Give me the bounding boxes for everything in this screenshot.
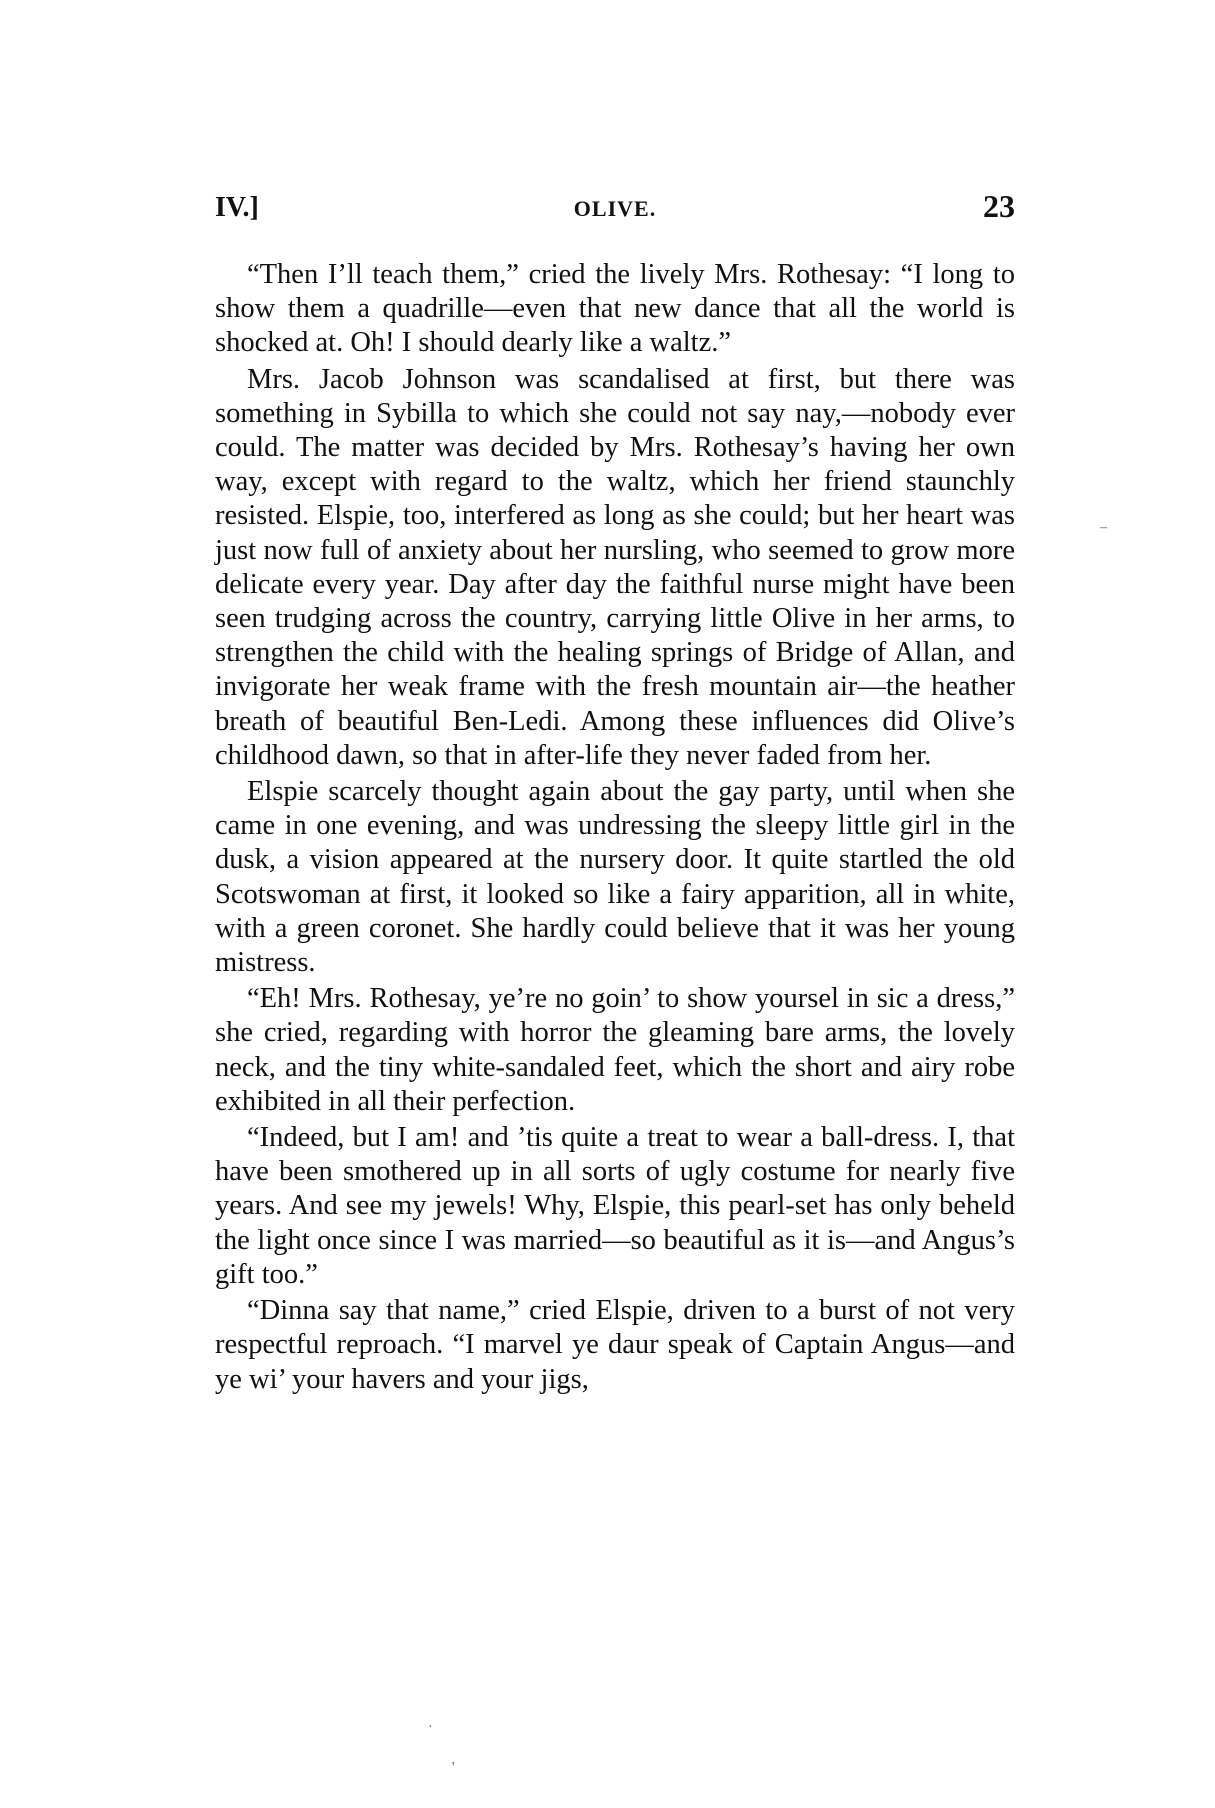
scan-speck: · [428, 1720, 433, 1735]
body-text [215, 258, 1015, 1399]
scan-speck: – [1100, 520, 1107, 535]
paragraph: “Dinna say that name,” cried Elspie, driven to a burst of not very respectful reproach. “I marvel ye daur speak of Captain Angus—and ye wi’ your havers and your jigs, [215, 1295, 1015, 1395]
running-head [215, 188, 1015, 232]
paragraph: Elspie scarcely thought again about the gay party, until when she came in one evening, and was undressing the sleepy little girl in the dusk, a vision appeared at the nursery door. It quite startled the old Scotswoman at first, it looked so like a fairy apparition, all in white, with a green coronet. She hardly could believe that it was her young mistress. [215, 776, 1015, 979]
paragraph: Mrs. Jacob Johnson was scandalised at first, but there was something in Sybilla to which she could not say nay,—nobody ever could. The matter was decided by Mrs. Rothesay’s having her own way, except with regard to the waltz, which her friend staunchly resisted. Elspie, too, interfered as long as she could; but her heart was just now full of anxiety about her nursling, who seemed to grow more delicate every year. Day after day the faithful nurse might have been seen trudging across the country, carrying little Olive in her arms, to strengthen the child with the healing springs of Bridge of Allan, and invigorate her weak frame with the fresh mountain air—the heather breath of beautiful Ben-Ledi. Among these influences did Olive’s childhood dawn, so that in after-life they never faded from her. [215, 363, 1015, 771]
chapter-marker: IV.] [215, 192, 259, 223]
paragraph: “Then I’ll teach them,” cried the lively Mrs. Rothesay: “I long to show them a quadrille—even that new dance that all the world is shocked at. Oh! I should dearly like a waltz.” [215, 259, 1015, 359]
paragraph: “Indeed, but I am! and ’tis quite a treat to wear a ball-dress. I, that have been smothered up in all sorts of ugly costume for nearly five years. And see my jewels! Why, Elspie, this pearl-set has only beheld the light once since I was married—so beautiful as it is—and Angus’s gift too.” [215, 1122, 1015, 1290]
paragraph: “Eh! Mrs. Rothesay, ye’re no goin’ to show yoursel in sic a dress,” she cried, regarding with horror the gleaming bare arms, the lovely neck, and the tiny white-sandaled feet, which the short and airy robe exhibited in all their perfection. [215, 983, 1015, 1117]
page-number: 23 [983, 188, 1015, 224]
running-title: OLIVE. [573, 196, 657, 221]
scan-speck: ' [452, 1760, 455, 1775]
